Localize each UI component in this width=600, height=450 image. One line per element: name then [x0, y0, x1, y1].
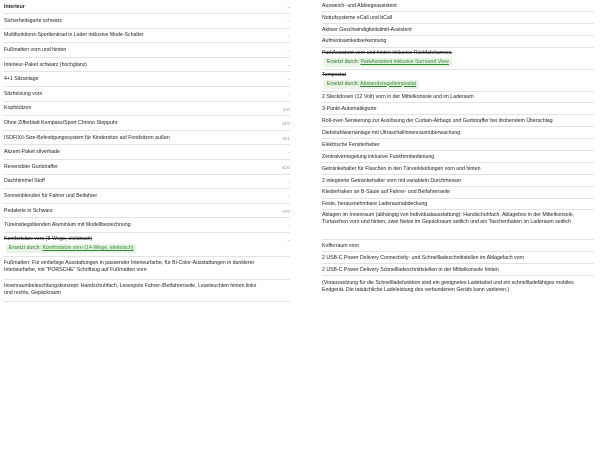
equipment-row: [322, 175, 594, 187]
option-code: –: [287, 48, 290, 54]
charging-note: (Voraussetzung für die Schnellladefunktion sind ein geeignetes Ladekabel und ein schnellladefähiges mobiles Endgerät. Die tatsächliche Ladeleistung des verbundenen Geräts kann variieren.): [322, 280, 574, 294]
equipment-label: 2 integrierte Getränkehalter vorn mit variablem Durchmesser: [322, 177, 462, 184]
replacement-notice: [324, 80, 419, 89]
equipment-label: Aufmerksamkeitserkennung: [322, 38, 387, 45]
equipment-label: Reversibler Gurtstraffer: [4, 163, 58, 170]
equipment-label: Ohne Zifferblatt Kompass/Sport Chrono Stoppuhr: [4, 119, 118, 126]
equipment-label: Multifunktions-Sportlenkrad in Leder inklusive Mode-Schalter: [4, 32, 144, 39]
replacement-prefix: Ersetzt durch:: [327, 58, 360, 65]
equipment-label: 3-Punkt-Automatikgurte: [322, 106, 377, 113]
equipment-row: [4, 280, 290, 302]
replacement-link[interactable]: Komfortsitze vorn (14-Wege, elektrisch): [42, 244, 134, 251]
equipment-row: [4, 116, 290, 131]
equipment-row: [322, 12, 594, 24]
equipment-row: [4, 175, 290, 190]
replacement-notice: [324, 58, 452, 67]
equipment-label: Sicherheitsgurte schwarz: [4, 17, 62, 24]
equipment-row: [322, 151, 594, 163]
equipment-row: [4, 257, 290, 280]
left-equipment-column: [4, 0, 290, 302]
replaced-equipment-label: Komfortsitze vorn (8-Wege, elektrisch): [4, 235, 93, 242]
option-code: –: [287, 19, 290, 24]
option-code: 3J4: [282, 106, 290, 112]
equipment-label: Türeinstiegsblenden Aluminium mit Modellbezeichnung: [4, 222, 131, 229]
equipment-label: 2 USB-C Power Delivery Schnellladeschnittstellen in der Mittelkonsole hinten: [322, 267, 499, 274]
equipment-label: Dachhimmel Stoff: [4, 178, 45, 185]
option-code: –: [287, 223, 290, 229]
replacement-notice: [6, 244, 136, 253]
equipment-row: [322, 210, 594, 240]
equipment-row: [4, 218, 290, 233]
equipment-label: Fußmatten: Für einfarbige Ausstattungen in passender Interieurfarbe, für Bi-Color-Ausstattungen in dunklerer Interieurfarbe, mit "PORSCHE" Schriftzug auf Fußmatten vorn: [4, 259, 255, 273]
equipment-label: 2 USB-C Power Delivery Connectivity- und Schnellladeschnittstellen im Ablagefach vorn: [322, 255, 525, 262]
equipment-label: Notrufsysteme eCall und bCall: [322, 14, 393, 21]
equipment-label: Ausweich- und Abbiegeassistent: [322, 2, 397, 9]
equipment-row: [322, 240, 594, 252]
equipment-label: 4+1 Sitzanlage: [4, 76, 39, 83]
replaced-equipment-label: ParkAssistent vorn und hinten inklusive Rückfahrkamera: [322, 49, 452, 56]
equipment-row: [4, 87, 290, 102]
equipment-row: [4, 72, 290, 87]
section-title: Interieur: [4, 4, 25, 10]
replaced-equipment-row: [322, 70, 594, 92]
equipment-row: [322, 115, 594, 127]
equipment-label: 2 Steckdosen (12 Volt) vorn in der Mittelkonsole und im Laderaum: [322, 94, 474, 101]
option-code: 3X1: [282, 135, 290, 141]
equipment-label: Ablagen im Innenraum (abhängig von Individualausstattung): Handschuhfach, Ablagebox in der Mittelkonsole, Türtaschen vorn und hinten, zwei Netze im Gepäckraum seitlich und ein Taschenhaken im Laderaum seitlich: [322, 212, 575, 226]
equipment-label: Kofferraum vorn: [322, 243, 360, 250]
equipment-row: [4, 14, 290, 29]
equipment-row: [322, 187, 594, 199]
equipment-row: [322, 36, 594, 48]
replaced-equipment-row: [4, 233, 290, 257]
equipment-row: [322, 103, 594, 115]
option-code: UF0: [281, 121, 290, 127]
option-code: –: [287, 33, 290, 39]
equipment-label: Aktiver Geschwindigkeitslimit-Assistent: [322, 26, 412, 33]
option-code: –: [287, 77, 290, 83]
option-code: –: [287, 150, 290, 156]
option-code: –: [287, 237, 290, 243]
equipment-row: [4, 160, 290, 175]
equipment-row: [322, 92, 594, 104]
equipment-label: Innenraumbeleuchtungskonzept: Handschuhfach, Lesespots Fahrer-/Beifahrerseite, Leseleuchten hinten links und rechts, Gepäckraum: [4, 282, 257, 296]
replacement-link[interactable]: Abstandsregeltempostat: [360, 80, 417, 87]
replacement-prefix: Ersetzt durch:: [327, 80, 360, 87]
equipment-label: Roll-over-Sensierung zur Auslösung der Curtain-Airbags und Gurtstraffer bei drohendem Überschlag: [322, 118, 553, 125]
option-code: –: [287, 194, 290, 200]
equipment-row: [4, 102, 290, 117]
replaced-equipment-row: [322, 48, 594, 70]
equipment-row: [4, 189, 290, 204]
equipment-label: Sitzheizung vorn: [4, 90, 43, 97]
option-code: 4O0: [281, 164, 290, 170]
equipment-label: Fußmatten vorn und hinten: [4, 46, 67, 53]
equipment-label: Pedalerie in Schwarz: [4, 207, 53, 214]
equipment-label: Akzent-Paket silverhade: [4, 149, 60, 156]
equipment-label: Getränkehalter für Flaschen in den Türverkleidungen vorn und hinten: [322, 165, 481, 172]
equipment-row: [4, 131, 290, 146]
replacement-prefix: Ersetzt durch:: [9, 244, 42, 251]
equipment-row: [322, 139, 594, 151]
equipment-row: [322, 252, 594, 264]
equipment-row: [322, 127, 594, 139]
replacement-link[interactable]: ParkAssistent inklusive Surround View: [360, 58, 449, 65]
option-code: VF0: [281, 208, 290, 214]
equipment-label: Feste, herausnehmbare Laderaumabdeckung: [322, 201, 428, 208]
equipment-row: [322, 264, 594, 276]
option-code: –: [287, 62, 290, 68]
equipment-row: [4, 58, 290, 73]
equipment-label: Sonnenblenden für Fahrer und Beifahrer: [4, 192, 98, 199]
equipment-label: Kopfstützen: [4, 105, 32, 112]
equipment-label: Interieur-Paket schwarz (hochglanz): [4, 61, 88, 68]
section-header-interieur: [4, 0, 290, 14]
equipment-row: [4, 204, 290, 219]
equipment-label: ISOFIX/i-Size-Befestigungssystem für Kindersitze auf Fondsitzen außen: [4, 134, 170, 141]
option-code: –: [287, 179, 290, 185]
equipment-label: Elektrische Fensterheber: [322, 141, 380, 148]
equipment-row: [4, 29, 290, 44]
equipment-row: [322, 163, 594, 175]
equipment-label: Diebstahlwarnanlage mit Ultraschallinnenraumüberwachung: [322, 130, 461, 137]
equipment-row: [4, 145, 290, 160]
equipment-row: [322, 24, 594, 36]
equipment-row: [4, 43, 290, 58]
equipment-label: Kleiderhaken an B-Säule auf Fahrer- und Beifahrerseite: [322, 189, 451, 196]
equipment-row: [322, 0, 594, 12]
equipment-row: [322, 199, 594, 211]
option-code: –: [287, 5, 290, 10]
replaced-equipment-label: Tempostat: [322, 71, 346, 78]
right-equipment-column: [322, 0, 594, 294]
option-code: –: [287, 91, 290, 97]
equipment-label: Zentralverriegelung inklusive Funkfernbedienung: [322, 153, 435, 160]
